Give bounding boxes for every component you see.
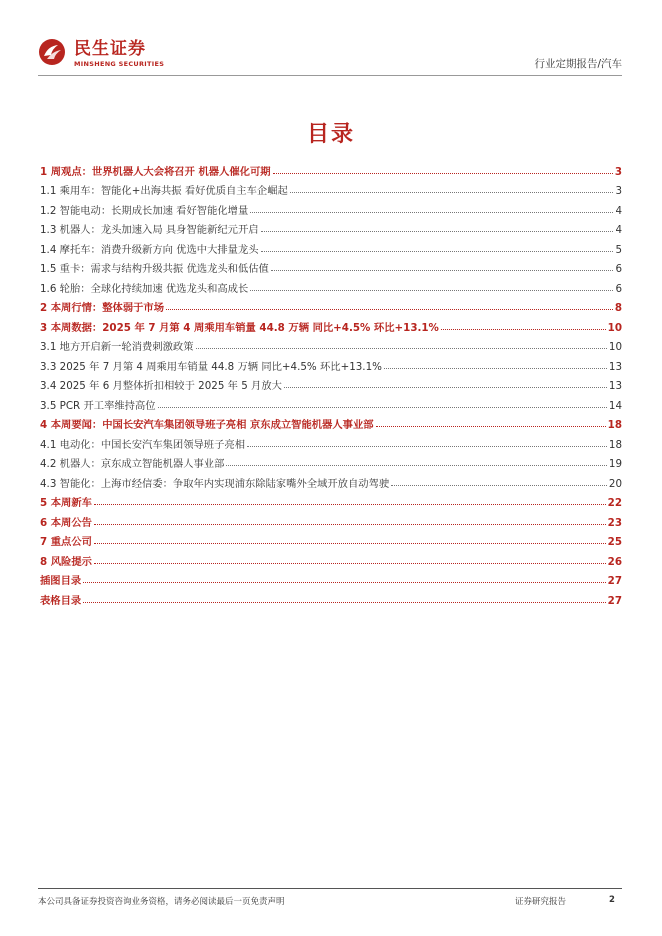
toc-entry-title: 1.6 轮胎：全球化持续加速 优选龙头和高成长 xyxy=(40,282,249,295)
toc-entry-title: 3.5 PCR 开工率维持高位 xyxy=(40,399,156,412)
toc-entry[interactable] xyxy=(40,197,622,217)
toc-entry-title: 2 本周行情：整体弱于市场 xyxy=(40,302,165,314)
toc-entry-title: 3.4 2025 年 6 月整体折扣相较于 2025 年 5 月放大 xyxy=(40,380,282,392)
toc-entry-title: 8 风险提示 xyxy=(40,555,92,568)
toc-entry-page: 27 xyxy=(607,594,622,607)
toc-entry[interactable] xyxy=(40,373,622,393)
toc-leader-dots xyxy=(384,368,607,369)
toc-entry-title: 1.5 重卡：需求与结构升级共振 优选龙头和低估值 xyxy=(40,263,269,275)
toc-leader-dots xyxy=(273,173,613,174)
toc-entry-page: 8 xyxy=(614,302,622,314)
toc-entry-title: 1.4 摩托车：消费升级新方向 优选中大排量龙头 xyxy=(40,243,259,256)
toc-entry-title: 3 本周数据：2025 年 7 月第 4 周乘用车销量 44.8 万辆 同比+4.5% 环比+13.1% xyxy=(40,321,439,334)
toc-leader-dots xyxy=(261,231,614,232)
toc-leader-dots xyxy=(441,329,606,330)
toc-entry-page: 10 xyxy=(607,321,622,334)
toc-leader-dots xyxy=(271,270,614,271)
toc-leader-dots xyxy=(158,407,607,408)
toc-entry-page: 4 xyxy=(615,204,622,217)
toc-entry-title: 1.2 智能电动：长期成长加速 看好智能化增量 xyxy=(40,204,249,217)
toc-entry-page: 19 xyxy=(608,458,622,470)
toc-leader-dots xyxy=(376,426,606,427)
toc-entry-title: 插图目录 xyxy=(40,575,82,587)
toc-entry-page: 27 xyxy=(607,575,622,587)
toc-title: 目录 xyxy=(306,122,355,147)
toc-leader-dots xyxy=(166,309,613,310)
toc-leader-dots xyxy=(226,465,606,466)
toc-entry-page: 10 xyxy=(608,341,622,353)
header-divider xyxy=(38,75,622,76)
toc-entry[interactable] xyxy=(40,295,622,315)
toc-leader-dots xyxy=(196,348,607,349)
toc-entry-title: 1.3 机器人：龙头加速入局 具身智能新纪元开启 xyxy=(40,224,259,236)
toc-entry-page: 13 xyxy=(608,380,622,392)
toc-entry-title: 4.1 电动化：中国长安汽车集团领导班子亮相 xyxy=(40,438,245,451)
toc-leader-dots xyxy=(83,602,605,603)
toc-entry[interactable] xyxy=(40,178,622,198)
footer-disclaimer: 本公司具备证券投资咨询业务资格，请务必阅读最后一页免责声明 xyxy=(38,897,285,907)
toc-entry[interactable] xyxy=(40,334,622,354)
toc-entry[interactable] xyxy=(40,587,622,607)
toc-leader-dots xyxy=(94,543,606,544)
toc-entry-page: 14 xyxy=(608,399,622,412)
toc-entry-page: 5 xyxy=(615,243,622,256)
toc-leader-dots xyxy=(391,485,607,486)
toc-entry[interactable] xyxy=(40,490,622,510)
toc-entry-page: 25 xyxy=(607,536,622,548)
table-of-contents xyxy=(40,158,622,607)
toc-leader-dots xyxy=(284,387,607,388)
page-header xyxy=(0,0,662,80)
toc-entry[interactable] xyxy=(40,548,622,568)
toc-entry[interactable] xyxy=(40,412,622,432)
toc-leader-dots xyxy=(94,504,606,505)
toc-entry-title: 1.1 乘用车：智能化+出海共振 看好优质自主车企崛起 xyxy=(40,185,288,197)
toc-entry-title: 3.1 地方开启新一轮消费刺激政策 xyxy=(40,341,194,353)
toc-entry[interactable] xyxy=(40,353,622,373)
toc-entry[interactable] xyxy=(40,470,622,490)
toc-leader-dots xyxy=(250,290,613,291)
toc-entry-title: 4 本周要闻：中国长安汽车集团领导班子亮相 京东成立智能机器人事业部 xyxy=(40,419,374,431)
toc-entry-page: 13 xyxy=(608,360,622,373)
toc-entry-page: 26 xyxy=(607,555,622,568)
toc-entry-title: 5 本周新车 xyxy=(40,497,92,509)
toc-leader-dots xyxy=(247,446,607,447)
toc-entry-page: 6 xyxy=(615,282,622,295)
toc-entry[interactable] xyxy=(40,529,622,549)
toc-entry[interactable] xyxy=(40,158,622,178)
toc-entry-page: 3 xyxy=(614,165,622,178)
toc-leader-dots xyxy=(290,192,614,193)
toc-entry-title: 4.3 智能化：上海市经信委：争取年内实现浦东除陆家嘴外全域开放自动驾驶 xyxy=(40,477,390,490)
toc-entry[interactable] xyxy=(40,314,622,334)
minsheng-logo-icon xyxy=(38,38,66,66)
toc-entry-page: 20 xyxy=(608,477,622,490)
toc-entry[interactable] xyxy=(40,568,622,588)
toc-entry-page: 22 xyxy=(607,497,622,509)
brand-name-en: MINSHENG SECURITIES xyxy=(74,60,165,68)
toc-entry-page: 18 xyxy=(608,438,622,451)
toc-leader-dots xyxy=(83,582,605,583)
toc-leader-dots xyxy=(94,563,606,564)
footer-doc-type: 证券研究报告 xyxy=(515,897,567,907)
toc-leader-dots xyxy=(94,524,606,525)
toc-leader-dots xyxy=(261,251,614,252)
toc-entry-title: 7 重点公司 xyxy=(40,536,92,548)
toc-leader-dots xyxy=(250,212,613,213)
toc-entry[interactable] xyxy=(40,451,622,471)
toc-entry[interactable] xyxy=(40,256,622,276)
toc-entry-title: 3.3 2025 年 7 月第 4 周乘用车销量 44.8 万辆 同比+4.5% 环比+13.1% xyxy=(40,360,382,373)
toc-entry-title: 1 周观点：世界机器人大会将召开 机器人催化可期 xyxy=(40,165,271,178)
toc-entry-title: 4.2 机器人：京东成立智能机器人事业部 xyxy=(40,458,225,470)
toc-entry-page: 4 xyxy=(615,224,622,236)
report-category: 行业定期报告/汽车 xyxy=(534,58,622,70)
toc-entry[interactable] xyxy=(40,275,622,295)
brand-name-cn: 民生证券 xyxy=(74,39,146,59)
toc-entry-page: 18 xyxy=(607,419,622,431)
toc-entry-page: 3 xyxy=(615,185,622,197)
footer-divider xyxy=(38,888,622,889)
page-number: 2 xyxy=(609,895,615,905)
toc-entry-title: 表格目录 xyxy=(40,594,82,607)
toc-entry[interactable] xyxy=(40,509,622,529)
toc-entry-title: 6 本周公告 xyxy=(40,516,92,529)
toc-entry[interactable] xyxy=(40,217,622,237)
toc-entry[interactable] xyxy=(40,431,622,451)
toc-entry-page: 6 xyxy=(615,263,622,275)
toc-entry[interactable] xyxy=(40,236,622,256)
toc-entry-page: 23 xyxy=(607,516,622,529)
toc-entry[interactable] xyxy=(40,392,622,412)
